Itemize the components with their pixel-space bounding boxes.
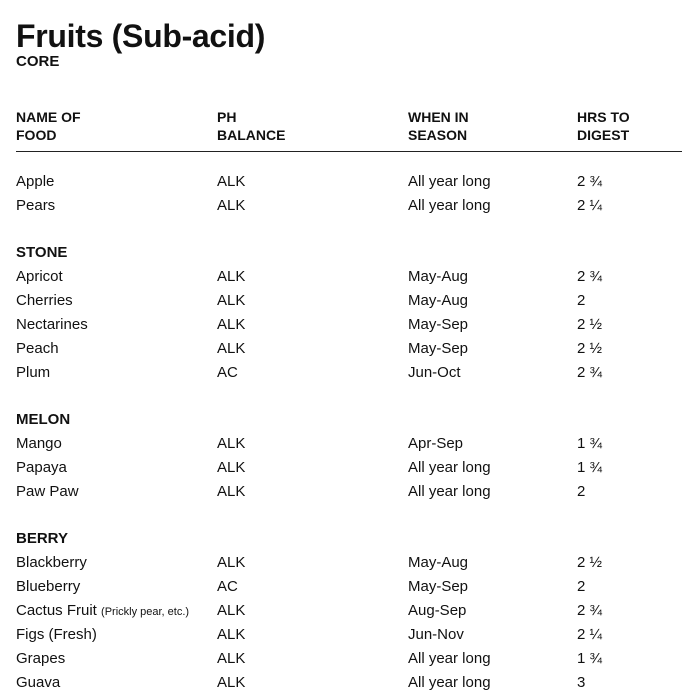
cell-season-text: May-Sep	[408, 578, 469, 595]
cell-season-text: All year long	[408, 197, 491, 214]
section-heading: STONE	[16, 244, 68, 261]
cell-season-text: May-Sep	[408, 316, 469, 333]
header-ph: PH BALANCE	[217, 109, 286, 143]
cell-season	[408, 433, 463, 455]
cell-ph	[217, 672, 245, 694]
cell-food	[16, 672, 60, 694]
table-row	[0, 290, 700, 312]
table-row	[0, 171, 700, 193]
cell-ph	[217, 600, 245, 622]
cell-hours-text: 1 ¾	[577, 650, 603, 667]
cell-food	[16, 481, 79, 503]
cell-hours	[577, 314, 602, 336]
cell-food	[16, 266, 63, 288]
cell-season	[408, 362, 461, 384]
cell-ph	[217, 552, 245, 574]
cell-season	[408, 600, 466, 622]
cell-hours-text: 2 ¾	[577, 364, 603, 381]
cell-season-text: May-Aug	[408, 292, 469, 309]
cell-ph-text: AC	[217, 578, 238, 595]
cell-season-text: All year long	[408, 173, 491, 190]
cell-ph	[217, 314, 245, 336]
cell-season	[408, 481, 491, 503]
cell-hours-text: 1 ¾	[577, 435, 603, 452]
cell-hours	[577, 433, 602, 455]
cell-hours-text: 2	[577, 483, 586, 500]
section-heading: MELON	[16, 411, 71, 428]
cell-food	[16, 362, 50, 384]
cell-ph	[217, 171, 245, 193]
cell-hours	[577, 266, 602, 288]
cell-food-text: Apricot	[16, 268, 63, 285]
cell-ph	[217, 648, 245, 670]
cell-food	[16, 600, 189, 623]
cell-food-text: Figs (Fresh)	[16, 626, 97, 643]
cell-food-text: Grapes	[16, 650, 66, 667]
cell-season-text: Jun-Oct	[408, 364, 461, 381]
cell-food-text: Paw Paw	[16, 483, 79, 500]
cell-hours	[577, 457, 602, 479]
cell-hours	[577, 195, 602, 217]
cell-food	[16, 338, 59, 360]
cell-ph	[217, 290, 245, 312]
cell-ph-text: ALK	[217, 292, 246, 309]
cell-ph-text: ALK	[217, 340, 246, 357]
cell-season	[408, 624, 464, 646]
cell-season	[408, 576, 468, 598]
cell-hours-text: 2 ¾	[577, 268, 603, 285]
cell-food-text: Blackberry	[16, 554, 87, 571]
cell-ph	[217, 481, 245, 503]
cell-hours	[577, 552, 602, 574]
cell-hours	[577, 481, 585, 503]
cell-ph	[217, 195, 245, 217]
table-row	[0, 362, 700, 384]
cell-food-text: Peach	[16, 340, 59, 357]
cell-season-text: May-Aug	[408, 268, 469, 285]
cell-season	[408, 338, 468, 360]
section-heading: BERRY	[16, 530, 68, 547]
cell-ph-text: ALK	[217, 173, 246, 190]
cell-ph-text: ALK	[217, 268, 246, 285]
cell-ph-text: AC	[217, 364, 238, 381]
table-row	[0, 266, 700, 288]
cell-ph-text: ALK	[217, 554, 246, 571]
cell-season	[408, 552, 468, 574]
cell-season-text: All year long	[408, 459, 491, 476]
cell-season-text: All year long	[408, 483, 491, 500]
cell-ph-text: ALK	[217, 626, 246, 643]
cell-food	[16, 195, 55, 217]
cell-hours	[577, 290, 585, 312]
cell-food-text: Plum	[16, 364, 51, 381]
cell-hours	[577, 624, 602, 646]
cell-hours-text: 1 ¾	[577, 459, 603, 476]
table-row	[0, 624, 700, 646]
cell-ph	[217, 266, 245, 288]
cell-food-text: Papaya	[16, 459, 67, 476]
cell-hours	[577, 648, 602, 670]
cell-food-text: Nectarines	[16, 316, 88, 333]
cell-season-text: All year long	[408, 674, 491, 691]
cell-hours	[577, 362, 602, 384]
cell-season	[408, 195, 491, 217]
cell-food-text: Blueberry	[16, 578, 81, 595]
header-food: NAME OF FOOD	[16, 109, 81, 143]
cell-ph-text: ALK	[217, 650, 246, 667]
cell-hours-text: 2	[577, 292, 586, 309]
cell-food	[16, 624, 97, 646]
table-row	[0, 481, 700, 503]
cell-season-text: May-Aug	[408, 554, 469, 571]
cell-hours	[577, 576, 585, 598]
cell-season	[408, 672, 491, 694]
header-hours: HRS TO DIGEST	[577, 109, 630, 143]
cell-hours	[577, 672, 585, 694]
cell-season	[408, 314, 468, 336]
cell-season-text: All year long	[408, 650, 491, 667]
cell-ph-text: ALK	[217, 674, 246, 691]
header-season: WHEN IN SEASON	[408, 109, 469, 143]
cell-hours-text: 2 ½	[577, 316, 603, 333]
page-title: Fruits (Sub-acid)	[16, 18, 266, 54]
cell-ph	[217, 624, 245, 646]
cell-hours-text: 2 ¾	[577, 173, 603, 190]
cell-food-text: Mango	[16, 435, 62, 452]
cell-hours-text: 2 ¼	[577, 626, 603, 643]
cell-hours	[577, 338, 602, 360]
cell-food-text: Cactus Fruit	[16, 602, 97, 619]
table-row	[0, 457, 700, 479]
cell-food-text: Pears	[16, 197, 56, 214]
cell-food-text: Guava	[16, 674, 61, 691]
cell-food-text: Apple	[16, 173, 55, 190]
cell-season-text: Aug-Sep	[408, 602, 467, 619]
cell-ph	[217, 338, 245, 360]
cell-ph-text: ALK	[217, 316, 246, 333]
cell-food	[16, 290, 73, 312]
table-row	[0, 600, 700, 622]
cell-hours	[577, 600, 602, 622]
cell-season	[408, 648, 491, 670]
cell-ph	[217, 433, 245, 455]
cell-food	[16, 552, 87, 574]
cell-food	[16, 314, 88, 336]
table-row	[0, 552, 700, 574]
cell-ph-text: ALK	[217, 483, 246, 500]
page-subtitle: CORE	[16, 53, 60, 70]
table-row	[0, 433, 700, 455]
cell-food	[16, 433, 62, 455]
table-row	[0, 672, 700, 694]
cell-hours-text: 2 ½	[577, 340, 603, 357]
table-row	[0, 338, 700, 360]
cell-hours-text: 2 ¾	[577, 602, 603, 619]
cell-food	[16, 457, 67, 479]
cell-food	[16, 171, 54, 193]
cell-ph	[217, 362, 238, 384]
table-row	[0, 314, 700, 336]
cell-season-text: May-Sep	[408, 340, 469, 357]
cell-ph-text: ALK	[217, 435, 246, 452]
cell-ph-text: ALK	[217, 602, 246, 619]
cell-ph-text: ALK	[217, 197, 246, 214]
cell-hours-text: 3	[577, 674, 586, 691]
cell-season	[408, 171, 491, 193]
cell-season	[408, 457, 491, 479]
cell-food	[16, 648, 65, 670]
food-note: (Prickly pear, etc.)	[101, 606, 190, 618]
cell-hours	[577, 171, 602, 193]
table-row	[0, 648, 700, 670]
cell-season-text: Apr-Sep	[408, 435, 464, 452]
cell-hours-text: 2 ½	[577, 554, 603, 571]
table-row	[0, 576, 700, 598]
cell-hours-text: 2	[577, 578, 586, 595]
cell-food	[16, 576, 80, 598]
cell-season-text: Jun-Nov	[408, 626, 464, 643]
table-row	[0, 195, 700, 217]
cell-hours-text: 2 ¼	[577, 197, 603, 214]
cell-season	[408, 266, 468, 288]
cell-ph	[217, 457, 245, 479]
cell-ph-text: ALK	[217, 459, 246, 476]
cell-ph	[217, 576, 238, 598]
cell-season	[408, 290, 468, 312]
cell-food-text: Cherries	[16, 292, 73, 309]
